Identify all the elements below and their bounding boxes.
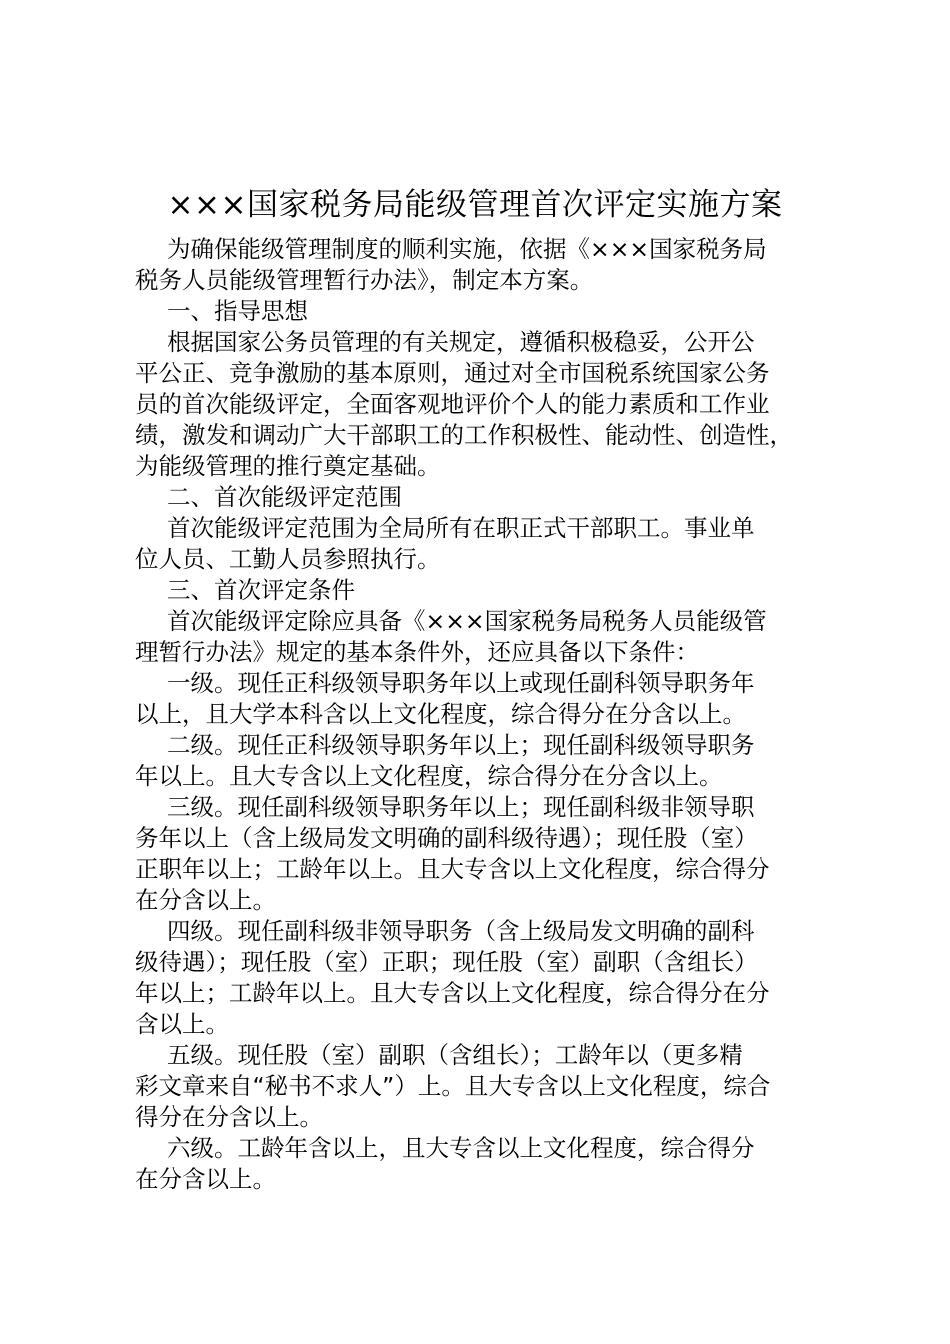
- paragraph-line: 绩，激发和调动广大干部职工的工作积极性、能动性、创造性，: [135, 421, 793, 449]
- paragraph-line: 根据国家公务员管理的有关规定，遵循积极稳妥，公开公: [167, 328, 755, 356]
- paragraph-line: 一级。现任正科级领导职务年以上或现任副科领导职务年: [167, 669, 755, 697]
- paragraph-line: 首次能级评定范围为全局所有在职正式干部职工。事业单: [167, 514, 755, 542]
- paragraph-line: 六级。工龄年含以上，且大专含以上文化程度，综合得分: [167, 1134, 755, 1162]
- paragraph-line: 理暂行办法》规定的基本条件外，还应具备以下条件：: [135, 638, 699, 666]
- paragraph-line: 含以上。: [135, 1010, 229, 1038]
- paragraph-line: 位人员、工勤人员参照执行。: [135, 545, 441, 573]
- paragraph-line: 彩文章来自“秘书不求人”）上。且大专含以上文化程度，综合: [135, 1072, 771, 1100]
- paragraph-line: 得分在分含以上。: [135, 1103, 323, 1131]
- paragraph-line: 为确保能级管理制度的顺利实施，依据《×××国家税务局: [167, 235, 767, 263]
- paragraph-line: 三级。现任副科级领导职务年以上；现任副科级非领导职: [167, 793, 755, 821]
- paragraph-line: 在分含以上。: [135, 886, 276, 914]
- paragraph-line: 正职年以上；工龄年以上。且大专含以上文化程度，综合得分: [135, 855, 770, 883]
- section-heading: 三、首次评定条件: [167, 576, 355, 604]
- section-heading: 二、首次能级评定范围: [167, 483, 402, 511]
- paragraph-line: 以上，且大学本科含以上文化程度，综合得分在分含以上。: [135, 700, 746, 728]
- paragraph-line: 五级。现任股（室）副职（含组长）；工龄年以（更多精: [167, 1041, 743, 1069]
- paragraph-line: 平公正、竞争激励的基本原则，通过对全市国税系统国家公务: [135, 359, 770, 387]
- paragraph-line: 税务人员能级管理暂行办法》，制定本方案。: [135, 266, 594, 294]
- paragraph-line: 年以上；工龄年以上。且大专含以上文化程度，综合得分在分: [135, 979, 770, 1007]
- paragraph-line: 在分含以上。: [135, 1165, 276, 1193]
- paragraph-line: 首次能级评定除应具备《×××国家税务局税务人员能级管: [167, 607, 767, 635]
- paragraph-line: 员的首次能级评定，全面客观地评价个人的能力素质和工作业: [135, 390, 770, 418]
- paragraph-line: 为能级管理的推行奠定基础。: [135, 452, 441, 480]
- paragraph-line: 年以上。且大专含以上文化程度，综合得分在分含以上。: [135, 762, 723, 790]
- paragraph-line: 级待遇）；现任股（室）正职；现任股（室）副职（含组长）: [135, 948, 758, 976]
- paragraph-line: 二级。现任正科级领导职务年以上；现任副科级领导职务: [167, 731, 755, 759]
- document-title: ×××国家税务局能级管理首次评定实施方案: [167, 187, 783, 223]
- paragraph-line: 务年以上（含上级局发文明确的副科级待遇）；现任股（室）: [135, 824, 758, 852]
- section-heading: 一、指导思想: [167, 297, 308, 325]
- paragraph-line: 四级。现任副科级非领导职务（含上级局发文明确的副科: [167, 917, 755, 945]
